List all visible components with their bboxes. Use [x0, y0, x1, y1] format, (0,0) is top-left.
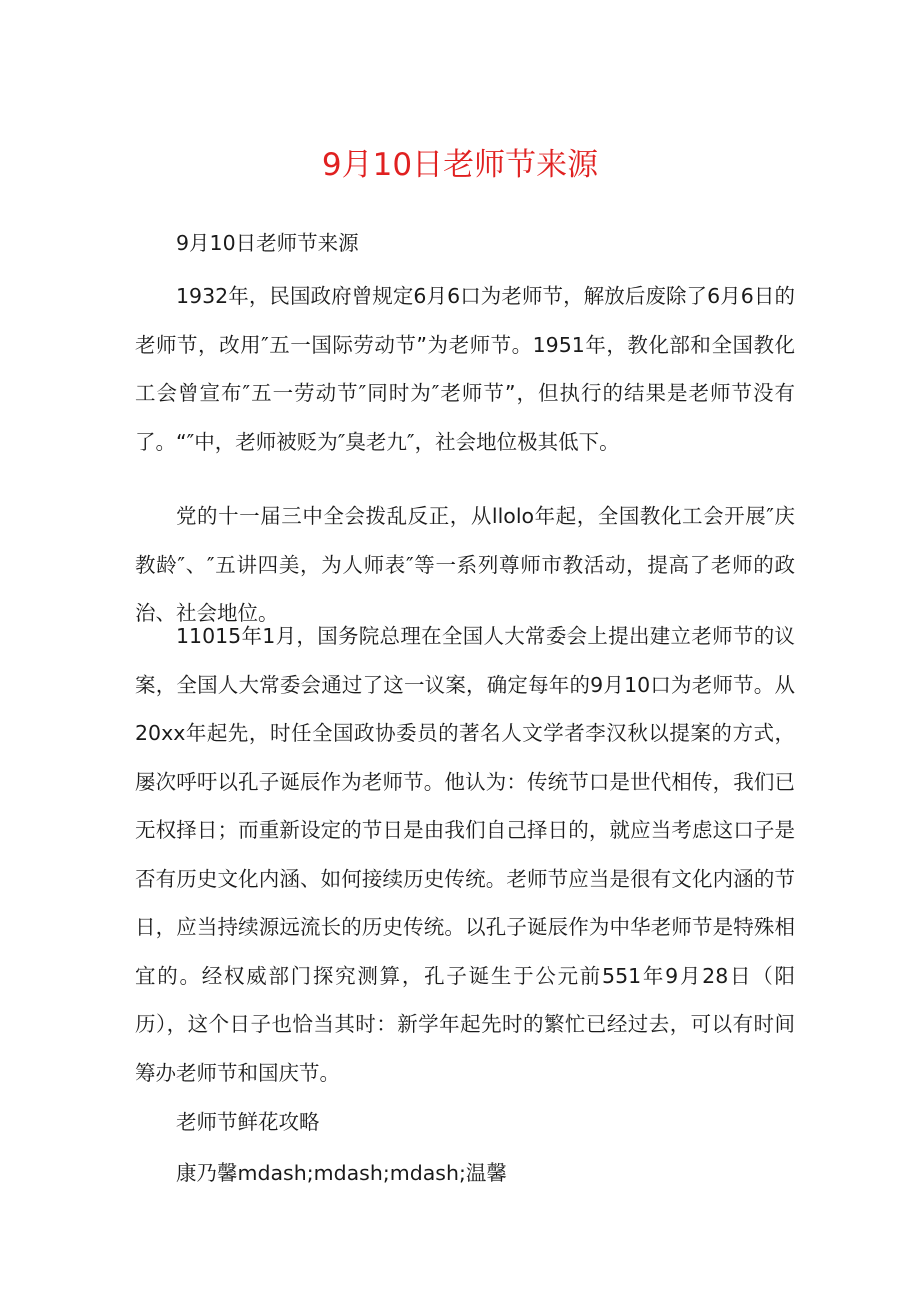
- paragraph-1: 1932年，民国政府曾规定6月6口为老师节，解放后废除了6月6日的老师节，改用″五一国际劳动节”为老师节。1951年，教化部和全国教化工会曾宣布″五一劳动节″同时为″老师节”，但执行的结果是老师节没有了。“″中，老师被贬为″臭老九″，社会地位极其低下。: [135, 284, 795, 454]
- section-heading: 老师节鲜花攻略: [176, 1110, 320, 1134]
- flower-line: 康乃馨mdash;mdash;mdash;温馨: [176, 1161, 507, 1185]
- document-subtitle: 9月10日老师节来源: [176, 231, 359, 255]
- paragraph-3: 11015年1月，国务院总理在全国人大常委会上提出建立老师节的议案，全国人大常委会通过了这一议案，确定每年的9月10口为老师节。从20xx年起先，时任全国政协委员的著名人文学者李汉秋以提案的方式，屡次呼吁以孔子诞辰作为老师节。他认为：传统节口是世代相传，我们已无权择日；而重新设定的节日是由我们自己择日的，就应当考虑这口子是否有历史文化内涵、如何接续历史传统。老师节应当是很有文化内涵的节日，应当持续源远流长的历史传统。以孔子诞辰作为中华老师节是特殊相宜的。经权威部门探究测算，孔子诞生于公元前551年9月28日（阳历），这个日子也恰当其时：新学年起先时的繁忙已经过去，可以有时间筹办老师节和国庆节。: [135, 624, 795, 1085]
- document-title: 9月10日老师节来源: [321, 147, 599, 183]
- paragraph-2: 党的十一届三中全会拨乱反正，从llolo年起，全国教化工会开展″庆教龄″、″五讲四美，为人师表″等一系列尊师市教活动，提高了老师的政治、社会地位。: [135, 504, 795, 625]
